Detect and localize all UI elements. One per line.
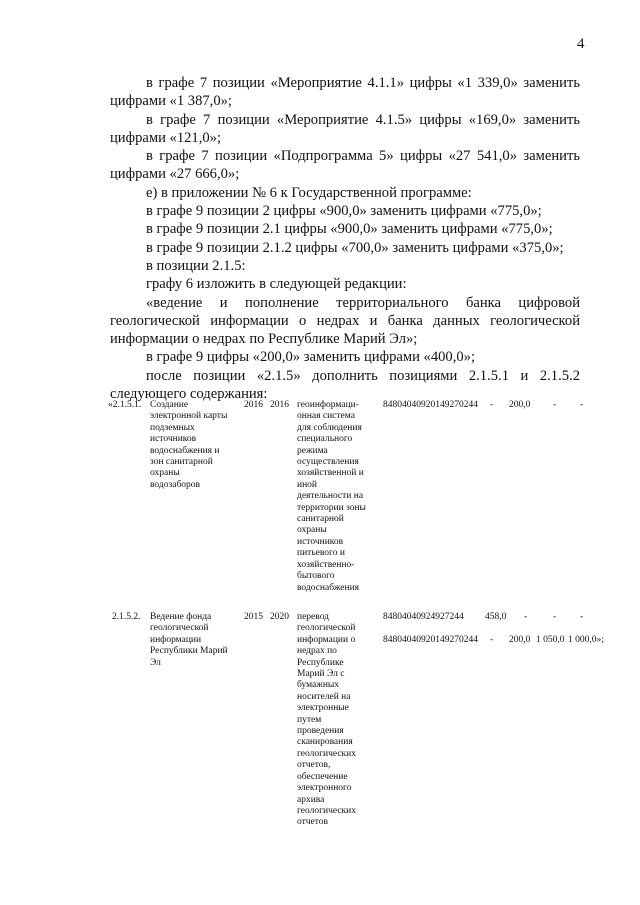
end-year: 2020 — [270, 612, 289, 622]
activity-name: Ведение фонда геологической информации Республики Марий Эл — [150, 612, 228, 668]
value-col-1: 458,0 — [485, 612, 507, 622]
paragraph: в позиции 2.1.5: — [146, 257, 246, 274]
value2-col-2: 200,0 — [509, 635, 531, 645]
activity-name: Создание электронной карты подземных источников водоснабжения и зон санитарной охраны водозаборов — [150, 400, 228, 490]
start-year: 2015 — [244, 612, 263, 622]
value2-col-4: 1 000,0»; — [568, 635, 604, 645]
value-col-4: - — [580, 400, 584, 410]
value-col-4: - — [580, 612, 584, 622]
value2-col-1: - — [490, 635, 494, 645]
budget-code: 84804040920149270244 — [383, 400, 478, 410]
page-number: 4 — [577, 36, 585, 52]
value2-col-3: 1 050,0 — [536, 635, 565, 645]
paragraph: в графе 7 позиции «Мероприятие 4.1.1» цифры «1 339,0» заменить цифрами «1 387,0»; — [110, 75, 580, 110]
start-year: 2016 — [244, 400, 263, 410]
budget-code-2: 84804040920149270244 — [383, 635, 478, 645]
paragraph: в графе 9 позиции 2.1.2 цифры «700,0» заменить цифрами «375,0»; — [146, 239, 564, 256]
paragraph: в графе 9 цифры «200,0» заменить цифрами «400,0»; — [146, 349, 476, 366]
paragraph: в графе 9 позиции 2 цифры «900,0» заменить цифрами «775,0»; — [146, 203, 542, 220]
expected-result: геоинформаци- онная система для соблюдения специального режима осуществления хозяйственной и иной деятельности на территории зоны санитарной охраны источников питьевого и хозяйственно- бытового водоснабжения — [297, 400, 366, 593]
end-year: 2016 — [270, 400, 289, 410]
value-col-2: - — [524, 612, 528, 622]
paragraph: «ведение и пополнение территориального банка цифровой геологической информации о недрах и банка данных геологической информации о недрах по Республике Марий Эл»; — [110, 294, 580, 348]
value-col-3: - — [553, 400, 557, 410]
paragraph: е) в приложении № 6 к Государственной программе: — [146, 184, 472, 201]
budget-code: 84804040924927244 — [383, 612, 464, 622]
expected-result: перевод геологической информации о недрах по Республике Марий Эл с бумажных носителей на электронные путем проведения сканирования геологических отчетов, обеспечение электронного архива геологических отчетов — [297, 612, 356, 828]
value-col-2: 200,0 — [509, 400, 531, 410]
body-text — [110, 74, 580, 403]
value-col-1: - — [490, 400, 494, 410]
row-number: 2.1.5.2. — [112, 612, 141, 622]
value-col-3: - — [553, 612, 557, 622]
paragraph: после позиции «2.1.5» дополнить позициями 2.1.5.1 и 2.1.5.2 следующего содержания: — [110, 367, 580, 403]
paragraph: графу 6 изложить в следующей редакции: — [146, 276, 407, 293]
row-number: «2.1.5.1. — [108, 400, 142, 410]
paragraph: в графе 7 позиции «Подпрограмма 5» цифры «27 541,0» заменить цифрами «27 666,0»; — [110, 148, 580, 183]
paragraph: в графе 9 позиции 2.1 цифры «900,0» заменить цифрами «775,0»; — [146, 221, 553, 238]
paragraph: в графе 7 позиции «Мероприятие 4.1.5» цифры «169,0» заменить цифрами «121,0»; — [110, 111, 580, 146]
